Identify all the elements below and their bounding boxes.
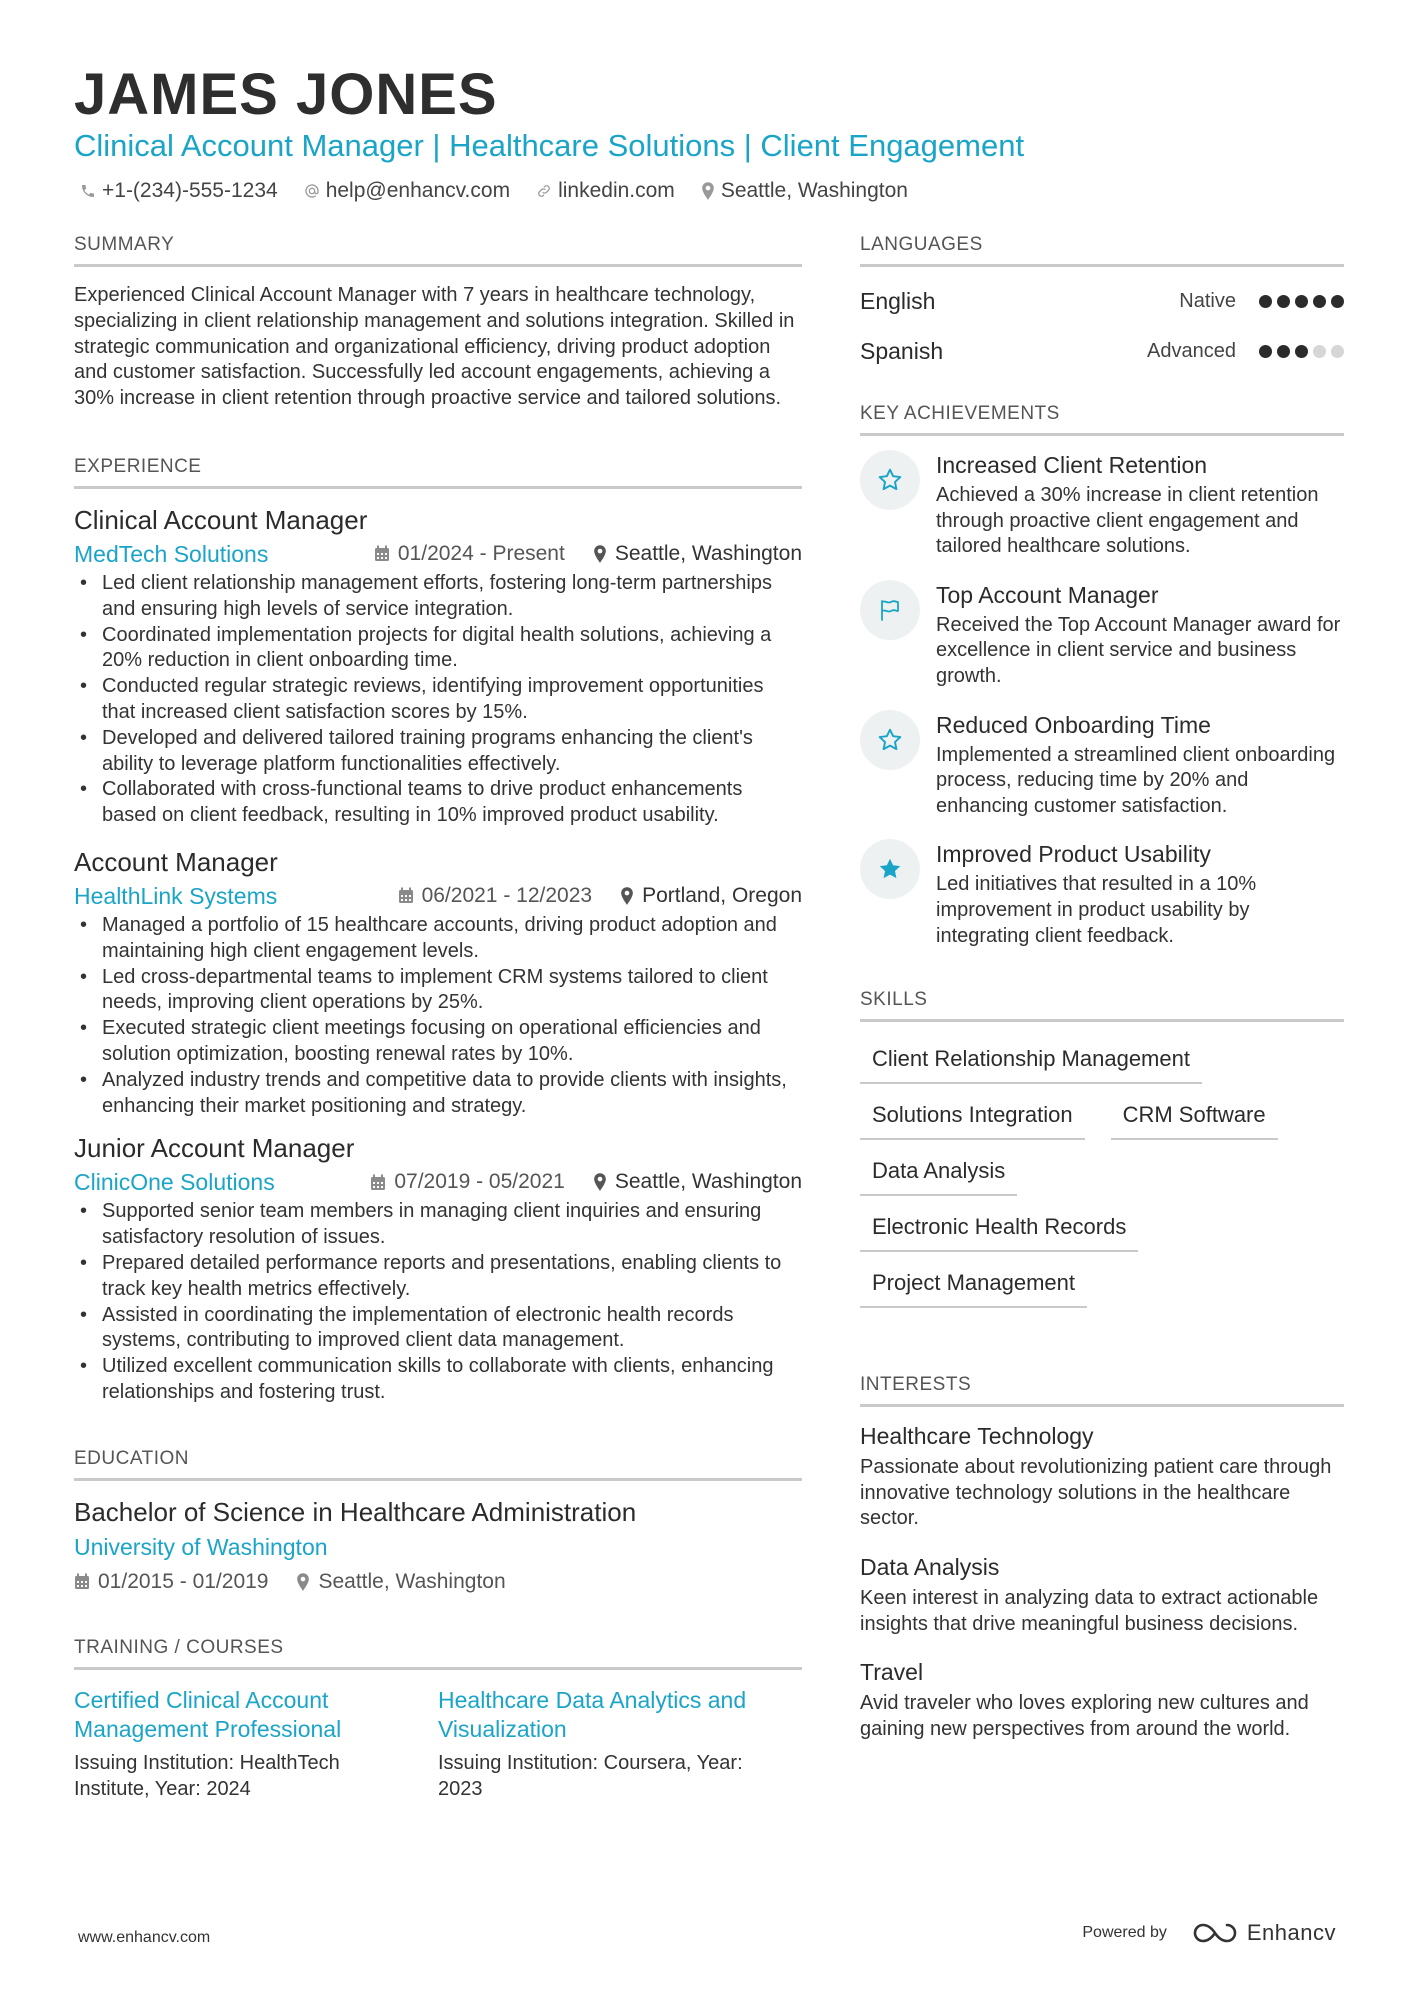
star-outline-icon <box>877 727 903 753</box>
job-bullet: • Executed strategic client meetings focusing on operational efficiencies and solution optimization, boosting renewal rates by 10%. <box>74 1016 802 1068</box>
skills-section <box>860 987 1344 1314</box>
job-bullets <box>74 571 802 829</box>
location-pin-icon <box>701 182 715 200</box>
language-rating <box>1254 295 1344 308</box>
section-title-experience: EXPERIENCE <box>74 454 802 489</box>
job-title: Clinical Account Manager <box>74 504 368 535</box>
job-title: Account Manager <box>74 846 278 877</box>
left-column <box>74 232 802 1802</box>
rating-dot-filled <box>1277 295 1290 308</box>
experience-section <box>74 454 802 1406</box>
job-meta <box>74 881 802 911</box>
footer-branding <box>1082 1920 1336 1946</box>
section-title-skills: SKILLS <box>860 987 1344 1022</box>
interest-title: Data Analysis <box>860 1553 1000 1580</box>
phone-text: +1-(234)-555-1234 <box>102 179 278 202</box>
section-title-languages: LANGUAGES <box>860 232 1344 267</box>
contact-phone[interactable] <box>80 176 278 206</box>
contact-linkedin[interactable] <box>536 176 675 206</box>
achievement-item <box>860 710 1344 820</box>
job-dates <box>398 881 592 911</box>
achievement-icon-wrap <box>860 450 920 510</box>
achievements-section <box>860 401 1344 949</box>
job-dates-text: 07/2019 - 05/2021 <box>394 1170 565 1194</box>
achievement-icon-wrap <box>860 580 920 640</box>
calendar-icon <box>370 1174 386 1191</box>
company-name: MedTech Solutions <box>74 540 269 567</box>
achievement-title: Reduced Onboarding Time <box>936 711 1211 738</box>
headline: Clinical Account Manager | Healthcare Solutions | Client Engagement <box>74 128 1025 163</box>
rating-dot-filled <box>1277 345 1290 358</box>
job-dates <box>370 1167 564 1197</box>
brand-logo[interactable] <box>1193 1920 1336 1946</box>
star-filled-icon <box>877 856 903 882</box>
achievement-title: Top Account Manager <box>936 581 1159 608</box>
job-location-text: Seattle, Washington <box>614 1170 802 1194</box>
email-text: help@enhancv.com <box>325 179 511 202</box>
company-name: ClinicOne Solutions <box>74 1169 275 1196</box>
job-bullet: • Collaborated with cross-functional teams to drive product enhancements based on client feedback, resulting in 10% improved product usability. <box>74 777 802 829</box>
location-pin-icon <box>296 1573 310 1591</box>
candidate-name: JAMES JONES <box>74 62 498 127</box>
job-location <box>593 1167 802 1197</box>
job-bullet: • Developed and delivered tailored training programs enhancing the client's ability to leverage platform functionalities effectively. <box>74 726 802 778</box>
job-location-text: Seattle, Washington <box>614 541 802 565</box>
education-meta <box>74 1567 802 1597</box>
job-bullet: • Supported senior team members in managing client inquiries and ensuring satisfactory resolution of issues. <box>74 1199 802 1251</box>
job-bullet: • Led cross-departmental teams to implement CRM systems tailored to client needs, improving client operations by 25%. <box>74 965 802 1017</box>
job-bullet: • Utilized excellent communication skills to collaborate with clients, enhancing relationships and fostering trust. <box>74 1354 802 1406</box>
skill-tag: Project Management <box>860 1258 1087 1308</box>
link-icon <box>536 183 552 199</box>
course-item <box>74 1686 438 1802</box>
degree-title: Bachelor of Science in Healthcare Administration <box>74 1496 637 1527</box>
interest-title: Healthcare Technology <box>860 1423 1094 1450</box>
education-section <box>74 1446 802 1597</box>
infinity-logo-icon <box>1193 1922 1237 1944</box>
rating-dot-filled <box>1313 295 1326 308</box>
rating-dot-filled <box>1331 295 1344 308</box>
job-bullet: • Coordinated implementation projects for digital health solutions, achieving a 20% reduction in client onboarding time. <box>74 623 802 675</box>
job-location-text: Portland, Oregon <box>642 883 802 907</box>
footer-website[interactable]: www.enhancv.com <box>78 1929 211 1946</box>
job-meta <box>74 1167 802 1197</box>
education-location-text: Seattle, Washington <box>318 1569 506 1593</box>
at-icon <box>304 183 320 199</box>
language-item <box>860 285 1344 317</box>
course-title: Healthcare Data Analytics and Visualization <box>438 1686 747 1742</box>
course-item <box>438 1686 802 1802</box>
achievement-item <box>860 580 1344 690</box>
job-bullet: • Conducted regular strategic reviews, identifying improvement opportunities that increased client satisfaction scores by 15%. <box>74 674 802 726</box>
job-entry <box>74 845 802 1119</box>
language-name: Spanish <box>860 337 944 364</box>
section-title-summary: SUMMARY <box>74 232 802 267</box>
job-meta <box>74 539 802 569</box>
language-rating <box>1254 345 1344 358</box>
calendar-icon <box>374 545 390 562</box>
summary-text: Experienced Clinical Account Manager with 7 years in healthcare technology, specializing in client relationship management and solutions integration. Skilled in strategic communication and organizational efficiency, driving product adoption and customer satisfaction. Successfully led account engagements, achieving a 30% increase in client retention through proactive service and tailored solutions. <box>74 284 795 410</box>
star-outline-icon <box>877 467 903 493</box>
interest-desc: Passionate about revolutionizing patient care through innovative technology solutions in the healthcare sector. <box>860 1456 1332 1530</box>
job-bullet: • Prepared detailed performance reports and presentations, enabling clients to track key health metrics effectively. <box>74 1251 802 1303</box>
rating-dot-empty <box>1313 345 1326 358</box>
skill-tag: Client Relationship Management <box>860 1034 1202 1084</box>
achievement-title: Improved Product Usability <box>936 841 1211 868</box>
rating-dot-filled <box>1295 295 1308 308</box>
rating-dot-empty <box>1331 345 1344 358</box>
contact-email[interactable] <box>304 176 510 206</box>
language-item <box>860 335 1344 367</box>
job-bullet: • Led client relationship management efforts, fostering long-term partnerships and ensuring high levels of service integration. <box>74 571 802 623</box>
location-pin-icon <box>620 887 634 905</box>
course-desc: Issuing Institution: Coursera, Year: 2023 <box>438 1751 743 1800</box>
job-entry <box>74 1131 802 1405</box>
education-location <box>296 1567 505 1597</box>
achievement-item <box>860 450 1344 560</box>
linkedin-text: linkedin.com <box>558 179 675 202</box>
rating-dot-filled <box>1295 345 1308 358</box>
education-dates <box>74 1567 268 1597</box>
job-bullet: • Analyzed industry trends and competitive data to provide clients with insights, enhancing their market positioning and strategy. <box>74 1068 802 1120</box>
job-entry <box>74 503 802 829</box>
rating-dot-filled <box>1259 345 1272 358</box>
contact-bar <box>80 176 934 206</box>
powered-by-text: Powered by <box>1082 1924 1167 1941</box>
skill-list <box>860 1034 1344 1314</box>
section-title-education: EDUCATION <box>74 1446 802 1481</box>
achievement-desc: Achieved a 30% increase in client retention through proactive client engagement and tailored healthcare solutions. <box>936 484 1319 558</box>
interest-desc: Keen interest in analyzing data to extract actionable insights that drive meaningful business decisions. <box>860 1586 1319 1635</box>
section-title-achievements: KEY ACHIEVEMENTS <box>860 401 1344 436</box>
achievement-desc: Implemented a streamlined client onboarding process, reducing time by 20% and enhancing customer satisfaction. <box>936 743 1336 817</box>
achievement-title: Increased Client Retention <box>936 452 1208 478</box>
job-title: Junior Account Manager <box>74 1133 355 1164</box>
section-title-training: TRAINING / COURSES <box>74 1635 802 1670</box>
language-level: Advanced <box>1147 339 1236 362</box>
company-name: HealthLink Systems <box>74 882 278 909</box>
interest-title: Travel <box>860 1659 924 1686</box>
job-dates-text: 06/2021 - 12/2023 <box>421 883 593 907</box>
achievement-desc: Led initiatives that resulted in a 10% improvement in product usability by integrating client feedback. <box>936 873 1257 947</box>
job-bullets <box>74 913 802 1119</box>
job-bullet: • Assisted in coordinating the implementation of electronic health records systems, contributing to improved client data management. <box>74 1303 802 1355</box>
location-pin-icon <box>593 545 607 563</box>
education-dates-text: 01/2015 - 01/2019 <box>98 1569 269 1593</box>
training-section <box>74 1635 802 1802</box>
summary-section <box>74 232 802 412</box>
language-name: English <box>860 287 936 314</box>
phone-icon <box>80 183 96 199</box>
job-bullets <box>74 1199 802 1405</box>
rating-dot-filled <box>1259 295 1272 308</box>
job-dates <box>374 539 565 569</box>
school-name: University of Washington <box>74 1533 328 1560</box>
course-title: Certified Clinical Account Management Professional <box>74 1686 342 1742</box>
location-text: Seattle, Washington <box>720 179 908 202</box>
job-location <box>593 539 802 569</box>
skill-tag: CRM Software <box>1111 1090 1278 1140</box>
skill-tag: Data Analysis <box>860 1146 1017 1196</box>
location-pin-icon <box>593 1173 607 1191</box>
achievement-item <box>860 839 1344 949</box>
interest-desc: Avid traveler who loves exploring new cultures and gaining new perspectives from around the world. <box>860 1692 1309 1740</box>
job-bullet: • Managed a portfolio of 15 healthcare accounts, driving product adoption and maintaining high client engagement levels. <box>74 913 802 965</box>
achievement-desc: Received the Top Account Manager award for excellence in client service and business growth. <box>936 613 1341 687</box>
language-level: Native <box>1179 289 1236 312</box>
achievement-icon-wrap <box>860 839 920 899</box>
course-desc: Issuing Institution: HealthTech Institute, Year: 2024 <box>74 1751 340 1800</box>
skill-tag: Electronic Health Records <box>860 1202 1138 1252</box>
course-list <box>74 1686 802 1802</box>
section-title-interests: INTERESTS <box>860 1372 1344 1407</box>
languages-section <box>860 232 1344 367</box>
interests-section <box>860 1372 1344 1742</box>
flag-icon <box>878 598 902 622</box>
brand-name: Enhancv <box>1246 1920 1336 1945</box>
job-dates-text: 01/2024 - Present <box>397 541 565 565</box>
right-column <box>860 232 1344 1742</box>
contact-location <box>701 176 908 206</box>
achievement-icon-wrap <box>860 710 920 770</box>
job-location <box>620 881 802 911</box>
calendar-icon <box>398 887 414 904</box>
skill-tag: Solutions Integration <box>860 1090 1085 1140</box>
calendar-icon <box>74 1573 90 1590</box>
